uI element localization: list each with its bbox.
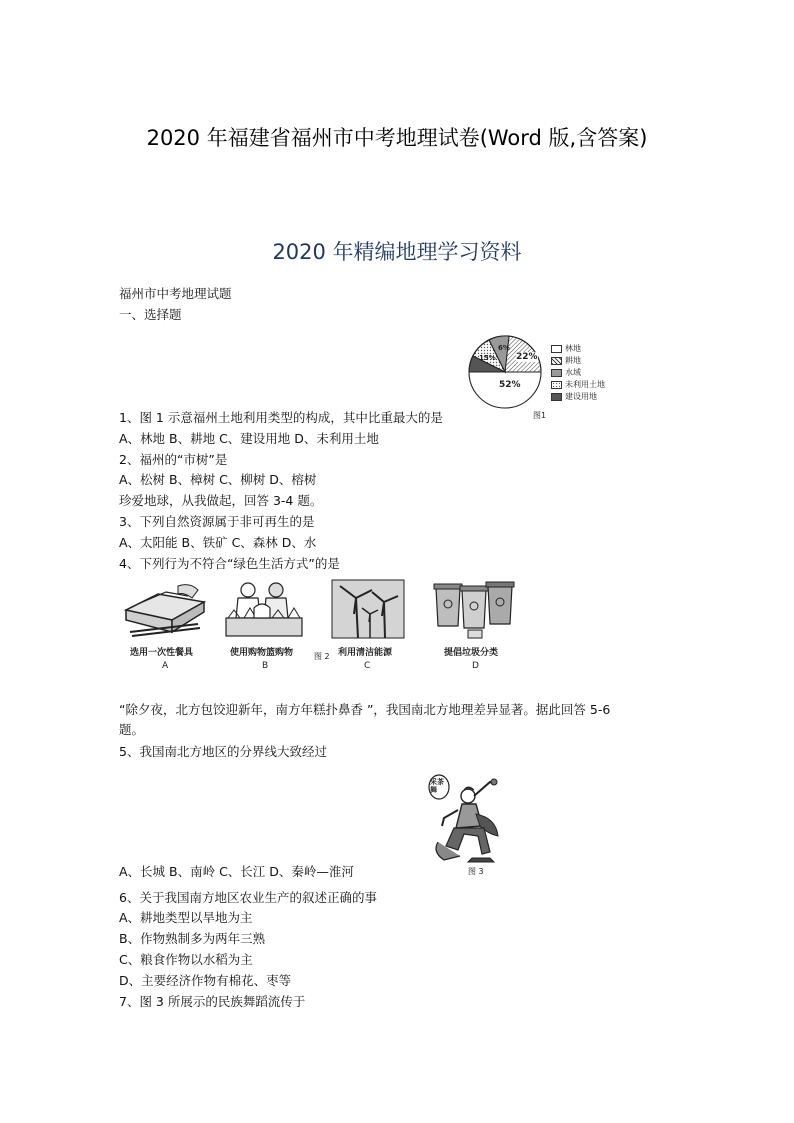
wind-turbine-illustration [332, 580, 406, 642]
document-title: 2020 年福建省福州市中考地理试卷(Word 版,含答案) [146, 126, 648, 150]
panel-d-letter: D [472, 661, 479, 671]
question-7: 7、图 3 所展示的民族舞蹈流传于 [119, 994, 306, 1009]
question-6-option-a: A、耕地类型以旱地为主 [119, 910, 253, 925]
legend-cropland: 耕地 [565, 356, 581, 365]
question-2: 2、福州的“市树”是 [119, 452, 228, 467]
slice-label-15: 15% [479, 354, 496, 362]
legend-unused: 未利用土地 [565, 380, 605, 389]
question-5: 5、我国南北方地区的分界线大致经过 [119, 744, 327, 759]
dance-badge: 采茶舞 [430, 778, 444, 794]
figure-2-caption: 图 2 [314, 652, 330, 661]
legend-water: 水域 [565, 368, 581, 377]
question-5-options: A、长城 B、南岭 C、长江 D、秦岭—淮河 [119, 864, 354, 879]
panel-b-letter: B [262, 661, 269, 671]
slice-label-22: 22% [516, 352, 538, 362]
question-6-option-b: B、作物熟制多为两年三熟 [119, 931, 266, 946]
legend-forest: 林地 [565, 344, 581, 353]
figure-1-pie-chart [465, 334, 635, 424]
prompt-3-4: 珍爱地球，从我做起，回答 3-4 题。 [119, 493, 323, 508]
figure-3 [426, 772, 516, 880]
question-3-options: A、太阳能 B、铁矿 C、森林 D、水 [119, 535, 317, 550]
figure-2 [118, 578, 518, 673]
recycling-bins-illustration [434, 578, 518, 642]
figure-3-caption: 图 3 [468, 867, 484, 876]
legend-swatch-construction [551, 393, 562, 401]
panel-b-label: 使用购物篮购物 [230, 648, 294, 658]
question-4: 4、下列行为不符合“绿色生活方式”的是 [119, 556, 340, 571]
legend-swatch-water [551, 369, 562, 377]
disposable-tableware-illustration [118, 580, 210, 642]
figure-1-caption: 图1 [533, 411, 547, 420]
section-title: 2020 年精编地理学习资料 [272, 240, 522, 264]
slice-forest [469, 372, 541, 408]
legend-swatch-cropland [551, 357, 562, 365]
question-1-options: A、林地 B、耕地 C、建设用地 D、未利用土地 [119, 431, 379, 446]
legend-swatch-forest [551, 345, 562, 353]
question-1: 1、图 1 示意福州土地利用类型的构成，其中比重最大的是 [119, 410, 443, 425]
question-6: 6、关于我国南方地区农业生产的叙述正确的事 [119, 890, 377, 905]
question-3: 3、下列自然资源属于非可再生的是 [119, 514, 315, 529]
exam-heading: 福州市中考地理试题 [119, 286, 232, 301]
slice-label-52: 52% [499, 380, 521, 390]
legend-swatch-unused [551, 381, 562, 389]
question-6-option-c: C、粮食作物以水稻为主 [119, 952, 253, 967]
legend-construction: 建设用地 [565, 392, 597, 401]
panel-a-label: 选用一次性餐具 [130, 648, 194, 658]
prompt-5-6: “除夕夜，北方包饺迎新年，南方年糕扑鼻香 ”，我国南北方地理差异显著。据此回答 5-6 [119, 702, 611, 717]
question-6-option-d: D、主要经济作物有棉花、枣等 [119, 973, 292, 988]
slice-label-6: 6% [498, 344, 510, 352]
panel-d-label: 提倡垃圾分类 [444, 648, 499, 658]
prompt-5-6-cont: 题。 [119, 722, 145, 737]
section-heading: 一、选择题 [119, 307, 182, 322]
panel-c-letter: C [364, 661, 371, 671]
shopping-basket-illustration [224, 578, 306, 640]
question-2-options: A、松树 B、樟树 C、柳树 D、榕树 [119, 472, 317, 487]
panel-c-label: 利用清洁能源 [338, 648, 393, 658]
panel-a-letter: A [162, 661, 169, 671]
